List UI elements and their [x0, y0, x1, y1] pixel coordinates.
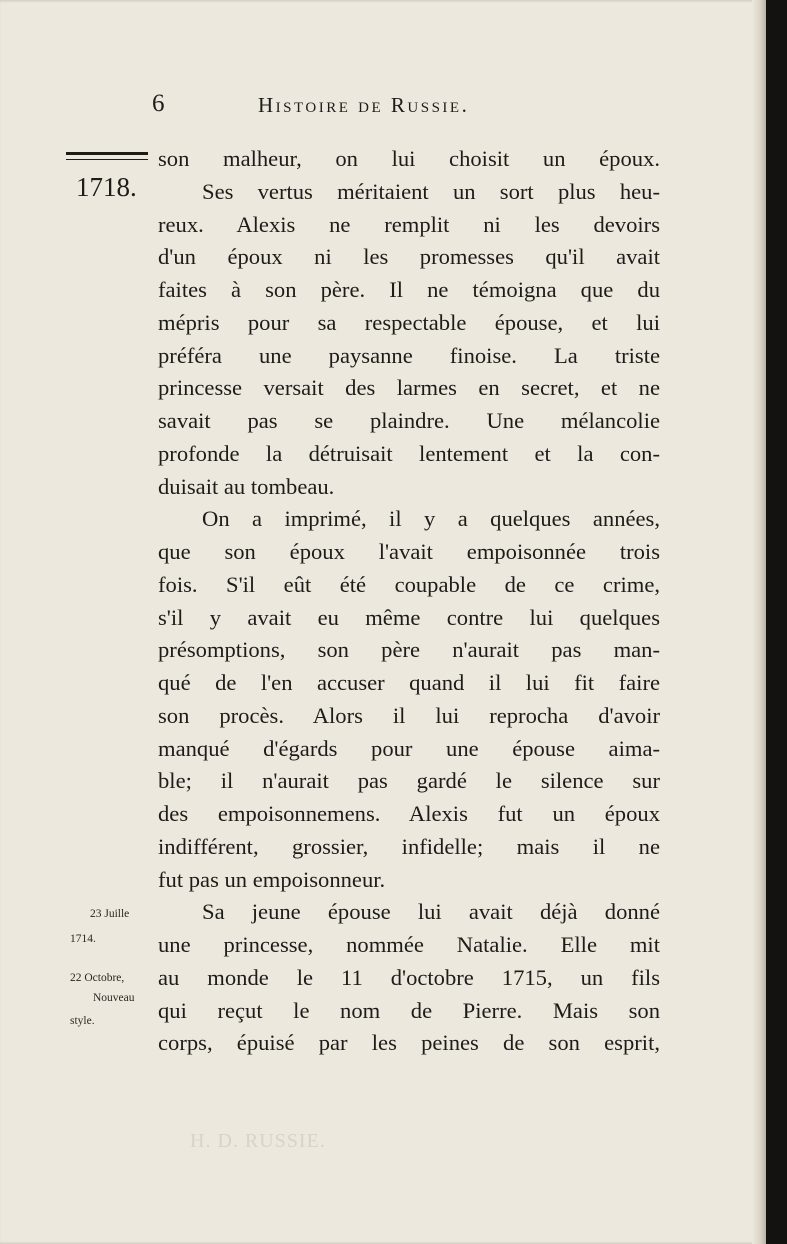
- side-note-style: style.: [70, 1015, 95, 1027]
- side-note-style: Nouveau: [93, 992, 135, 1004]
- page-edge: [752, 0, 766, 1244]
- side-note-year: 1714.: [70, 933, 96, 945]
- text-line: ble; il n'aurait pas gardé le silence sur: [158, 768, 660, 794]
- text-line: une princesse, nommée Natalie. Elle mit: [158, 932, 660, 957]
- text-line: que son époux l'avait empoisonnée trois: [158, 539, 660, 564]
- side-note-date: 22 Octobre,: [70, 972, 125, 984]
- text-line: mépris pour sa respectable épouse, et lui: [158, 309, 660, 335]
- text-line: savait pas se plaindre. Une mélancolie: [158, 408, 660, 433]
- text-line: son malheur, on lui choisit un époux.: [158, 146, 660, 171]
- text-line: reux. Alexis ne remplit ni les devoirs: [158, 211, 660, 237]
- text-line: des empoisonnemens. Alexis fut un époux: [158, 801, 660, 826]
- text-line: faites à son père. Il ne témoigna que du: [158, 277, 660, 302]
- running-title-text: Histoire de Russie.: [258, 93, 470, 117]
- text-line: d'un époux ni les promesses qu'il avait: [158, 244, 660, 270]
- text-line: On a imprimé, il y a quelques années,: [202, 506, 660, 532]
- binding-shadow: [766, 0, 787, 1244]
- text-line: duisait au tombeau.: [158, 473, 335, 499]
- text-line: qué de l'en accuser quand il lui fit faire: [158, 670, 660, 695]
- text-line: Sa jeune épouse lui avait déjà donné: [202, 899, 660, 925]
- text-line: princesse versait des larmes en secret, et ne: [158, 375, 660, 401]
- running-title: [258, 93, 469, 118]
- text-line: profonde la détruisait lentement et la con-: [158, 440, 660, 466]
- text-line: présomptions, son père n'aurait pas man-: [158, 637, 660, 663]
- text-line: qui reçut le nom de Pierre. Mais son: [158, 997, 660, 1023]
- text-line: préféra une paysanne finoise. La triste: [158, 342, 660, 368]
- text-line: fois. S'il eût été coupable de ce crime,: [158, 571, 660, 597]
- text-line: s'il y avait eu même contre lui quelques: [158, 604, 660, 630]
- margin-rule: [66, 152, 148, 155]
- side-note-date: 23 Juille: [90, 908, 130, 920]
- text-line: corps, épuisé par les peines de son esprit,: [158, 1030, 660, 1056]
- bleed-through-text: H. D. RUSSIE.: [190, 1130, 326, 1152]
- margin-year: 1718.: [76, 172, 137, 202]
- text-line: indifférent, grossier, infidelle; mais il ne: [158, 833, 660, 859]
- text-line: Ses vertus méritaient un sort plus heu-: [202, 178, 660, 204]
- body-text: [158, 143, 660, 1060]
- margin-rule-thin: [66, 159, 148, 160]
- text-line: fut pas un empoisonneur.: [158, 866, 386, 892]
- text-line: au monde le 11 d'octobre 1715, un fils: [158, 964, 660, 990]
- text-line: manqué d'égards pour une épouse aima-: [158, 735, 660, 761]
- text-line: son procès. Alors il lui reprocha d'avoir: [158, 702, 660, 728]
- page-number: 6: [152, 90, 165, 117]
